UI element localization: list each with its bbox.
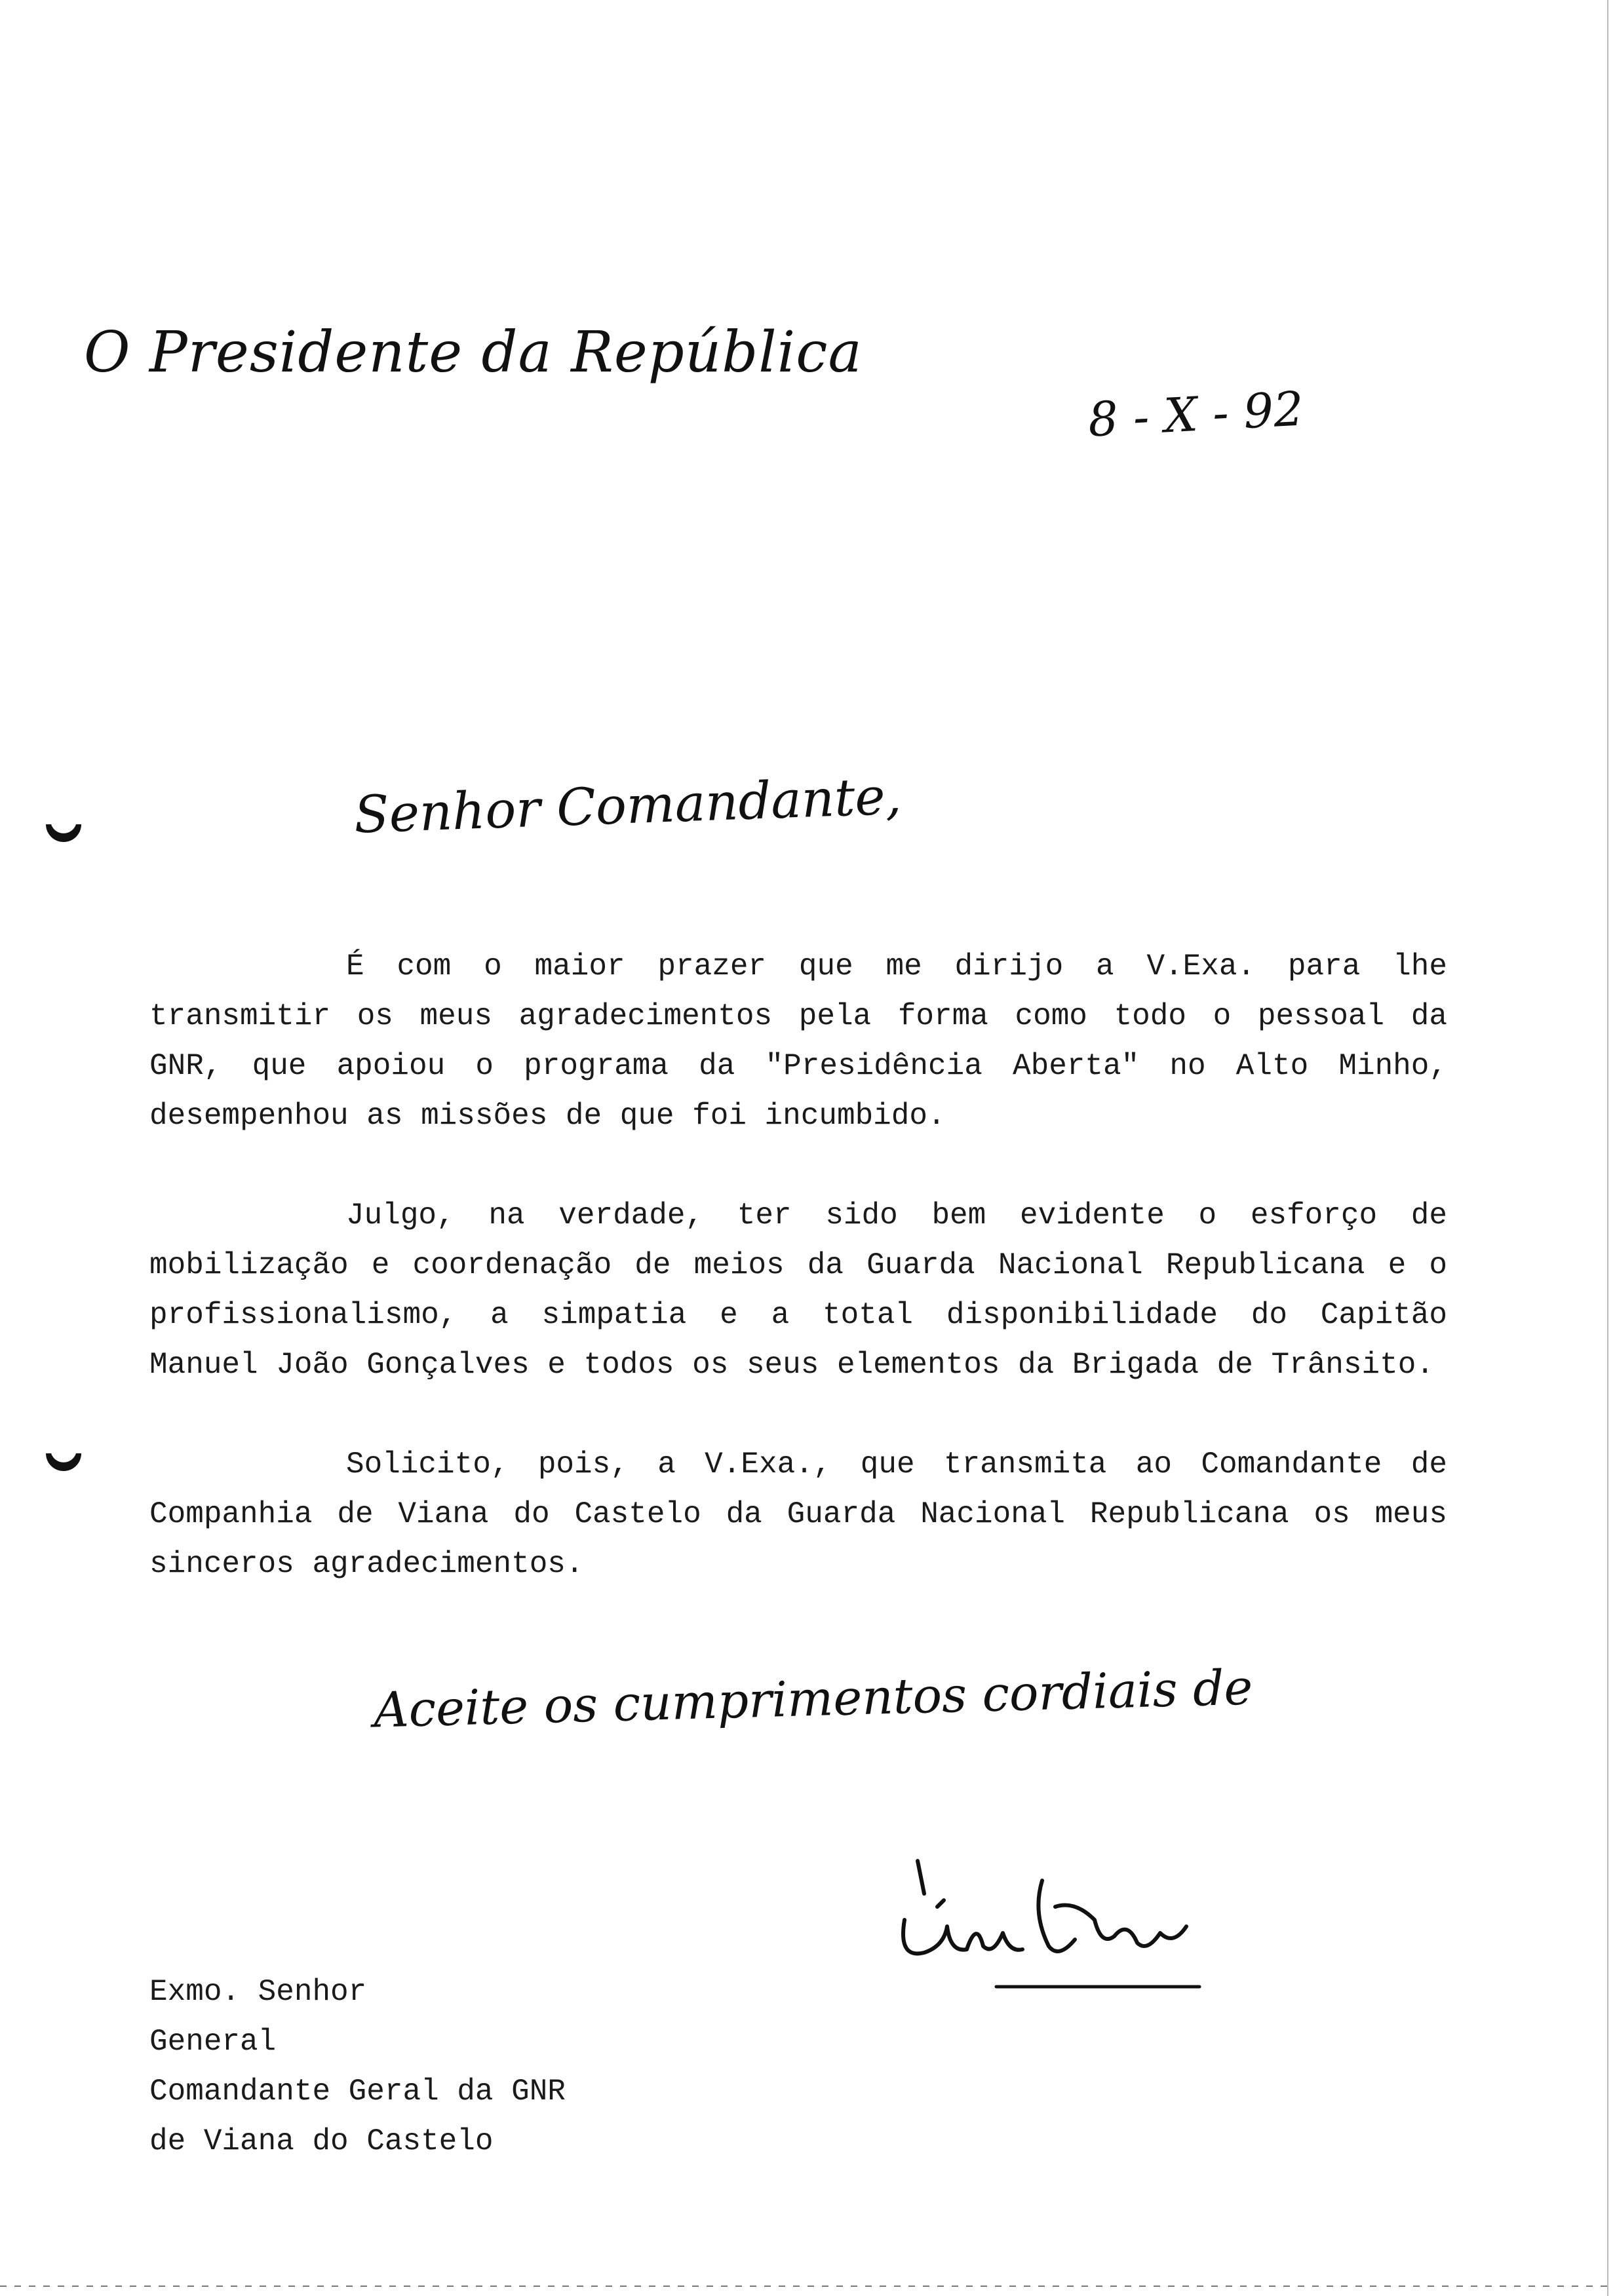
scan-edge-bottom [0,2286,1615,2287]
address-line: Comandante Geral da GNR [149,2075,566,2109]
scan-edge-right [1607,0,1608,2296]
body-paragraph: Julgo, na verdade, ter sido bem evidente o esforço de mobilização e coordenação de meios da Guarda Nacional Republicana e o profissionalismo, a simpatia e a total disponibilidade do Capitão Manuel João Gonçalves e todos os seus elementos da Brigada de Trânsito. [149,1198,1447,1382]
handwritten-salutation: Senhor Comandante, [353,767,903,845]
letter-body [149,942,1447,1639]
signature [878,1822,1219,1992]
body-paragraph: Solicito, pois, a V.Exa., que transmita ao Comandante de Companhia de Viana do Castelo da Guarda Nacional Republicana os meus sinceros agradecimentos. [149,1447,1447,1581]
address-line: Exmo. Senhor [149,1975,367,2009]
punch-hole-mark [41,813,87,858]
body-paragraph: É com o maior prazer que me dirijo a V.Exa. para lhe transmitir os meus agradecimentos pela forma como todo o pessoal da GNR, que apoiou o programa da "Presidência Aberta" no Alto Minho, desempenhou as missões de que foi incumbido. [149,949,1447,1133]
letterhead-title: O Presidente da República [84,320,863,385]
recipient-address [149,1967,566,2166]
punch-hole-mark [41,1442,87,1487]
handwritten-date: 8 - X - 92 [1087,381,1305,448]
address-line: de Viana do Castelo [149,2124,494,2158]
address-line: General [149,2025,277,2059]
handwritten-closing: Aceite os cumprimentos cordiais de [373,1659,1254,1739]
